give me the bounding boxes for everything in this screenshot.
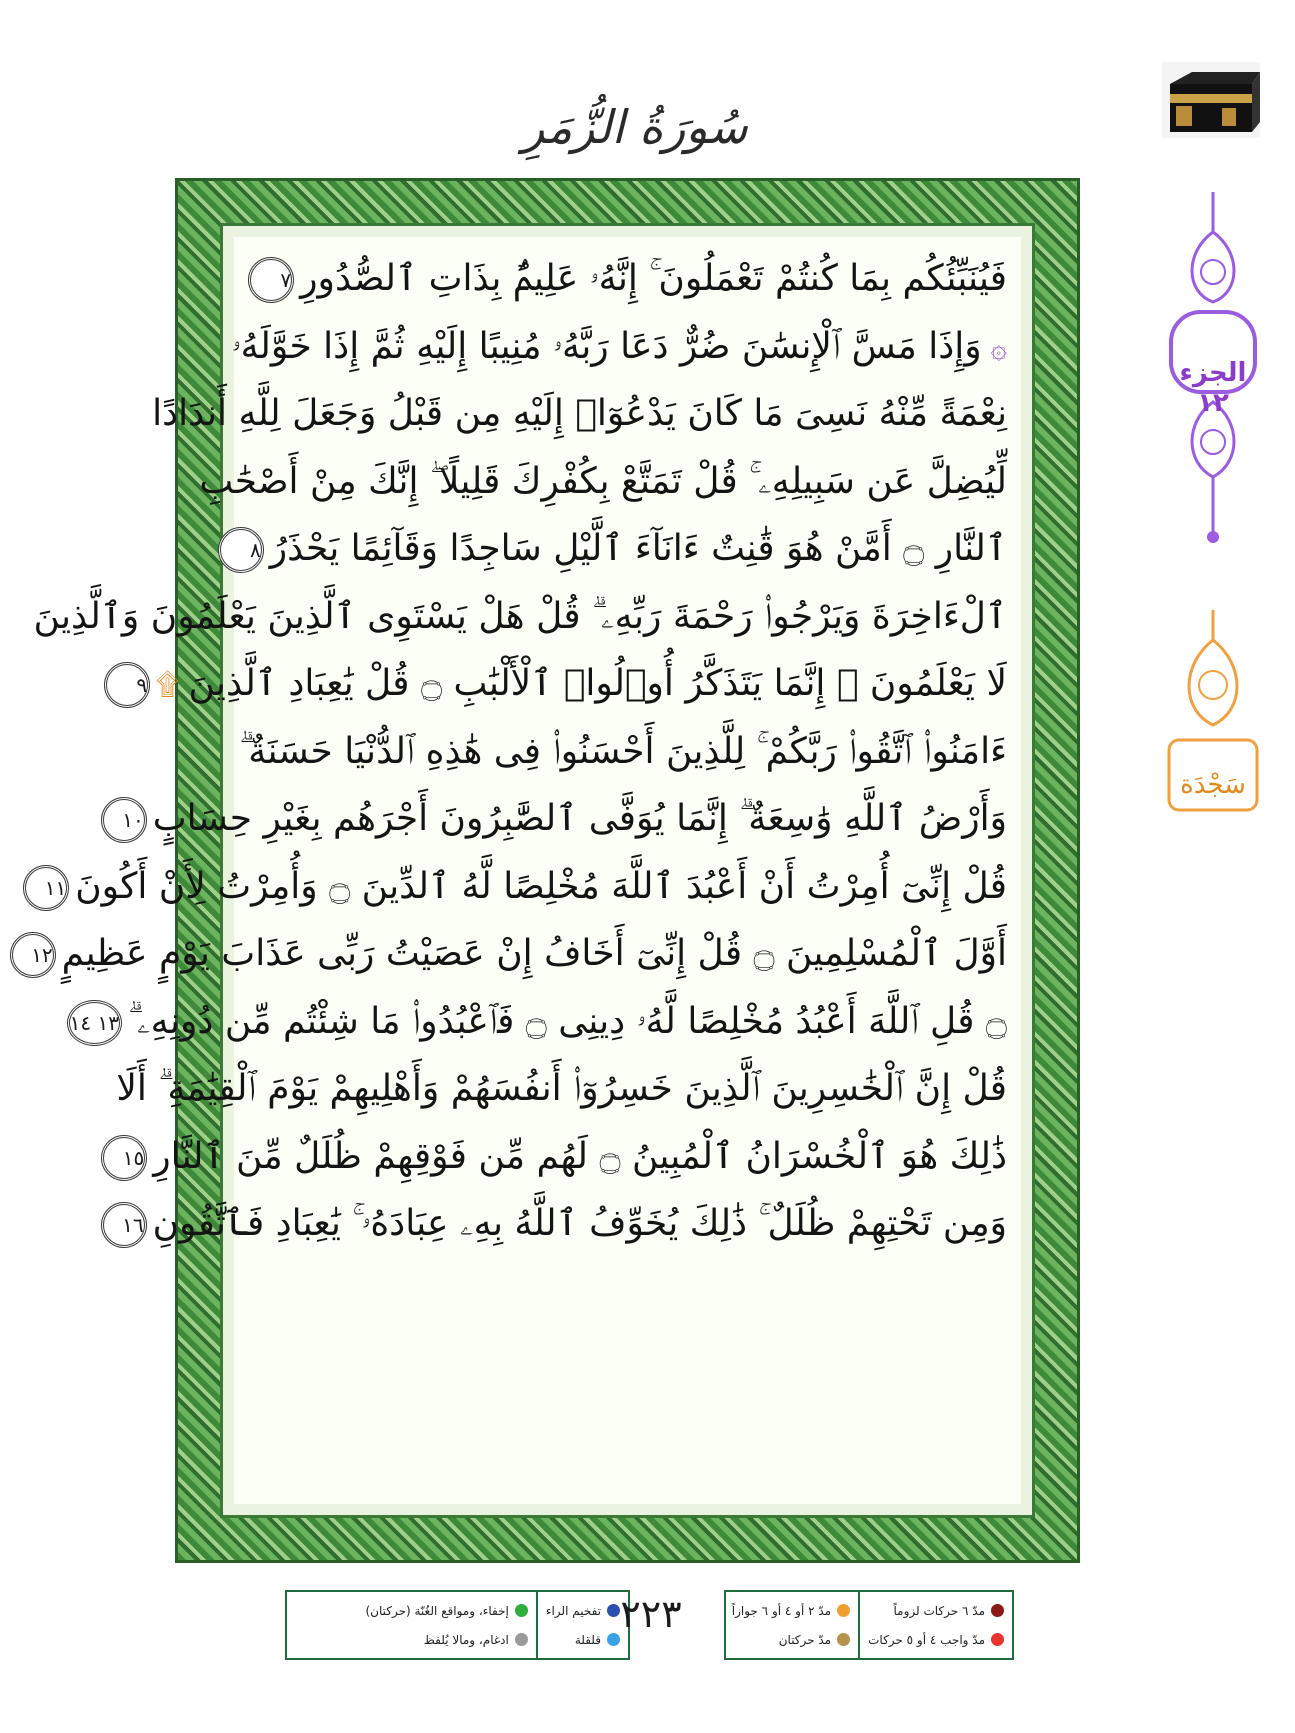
verse-text: وَأَرْضُ ٱللَّهِ وَٰسِعَةٌ ۗ إِنَّمَا يُوَفَّى ٱلصَّٰبِرُونَ أَجْرَهُم بِغَيْرِ حِسَابٍ: [152, 798, 1007, 839]
legend-dot-icon: [515, 1633, 528, 1646]
verse-line: [248, 515, 1007, 583]
verse-line: [122, 785, 1007, 853]
legend-item: [732, 1633, 850, 1647]
verse-text: ٱلنَّارِ ۝ أَمَّنْ هُوَ قَٰنِتٌ ءَانَآءَ ٱلَّيْلِ سَاجِدًا وَقَآئِمًا يَحْذَرُ: [269, 528, 1007, 569]
verse-text: ذَٰلِكَ هُوَ ٱلْخُسْرَانُ ٱلْمُبِينُ ۝ لَهُم مِّن فَوْقِهِمْ ظُلَلٌ مِّنَ ٱلنَّارِ: [153, 1135, 1007, 1177]
verse-line: [69, 988, 1007, 1056]
tajweed-legend-right: [724, 1590, 1014, 1660]
ayah-number: ١٠: [101, 797, 147, 843]
legend-label: مدّ ٦ حركات لزوماً: [893, 1603, 985, 1618]
legend-item: [868, 1633, 1004, 1647]
ayah-number: ١١: [23, 865, 69, 911]
legend-label: مدّ حركتان: [778, 1632, 832, 1647]
legend-label: إخفاء، ومواقع الغُنّة (حركتان): [365, 1603, 509, 1618]
legend-col: [724, 1592, 860, 1658]
legend-dot-icon: [991, 1633, 1004, 1646]
verse-line: [116, 1055, 1007, 1123]
legend-col: [357, 1592, 537, 1658]
verse-text: ءَامَنُوا۟ ٱتَّقُوا۟ رَبَّكُمْ ۚ لِلَّذِينَ أَحْسَنُوا۟ فِى هَٰذِهِ ٱلدُّنْيَا حَسَنَةٌ ۗ: [239, 730, 1007, 772]
verse-text: نِعْمَةً مِّنْهُ نَسِىَ مَا كَانَ يَدْعُوٓا۟ إِلَيْهِ مِن قَبْلُ وَجَعَلَ لِلَّهِ أَندَادًا: [152, 393, 1007, 434]
page-number: ٢٢٣: [620, 1592, 682, 1636]
verse-line: [248, 245, 1007, 313]
verse-text: وَمِن تَحْتِهِمْ ظُلَلٌ ۚ ذَٰلِكَ يُخَوِّفُ ٱللَّهُ بِهِۦ عِبَادَهُۥ ۚ يَٰعِبَادِ فَٱتَّقُونِ: [152, 1203, 1007, 1244]
hizb-marker-icon: ۞: [981, 330, 1007, 364]
quran-text-area: [31, 237, 1021, 1504]
verse-text: فَيُنَبِّئُكُم بِمَا كُنتُمْ تَعْمَلُونَ ۚ إِنَّهُۥ عَلِيمٌۢ بِذَاتِ ٱلصُّدُورِ: [300, 258, 1007, 299]
ayah-number: ١٢: [10, 932, 56, 978]
legend-dot-icon: [837, 1633, 850, 1646]
verse-line: [231, 313, 1007, 381]
legend-label: مدّ واجب ٤ أو ٥ حركات: [868, 1632, 985, 1647]
sajda-label: سَجْدَة: [1180, 770, 1246, 800]
page-frame: [31, 178, 1080, 1563]
legend-item: [732, 1604, 850, 1618]
legend-col: [860, 1592, 1012, 1658]
legend-dot-icon: [515, 1604, 528, 1617]
verse-line: [31, 920, 1007, 988]
verse-line: [136, 650, 1007, 718]
verse-text: لِّيُضِلَّ عَن سَبِيلِهِۦ ۚ قُلْ تَمَتَّعْ بِكُفْرِكَ قَلِيلًا ۖ إِنَّكَ مِنْ أَصْحَٰبِ: [199, 460, 1007, 502]
verse-text: قُلْ إِنَّ ٱلْخَٰسِرِينَ ٱلَّذِينَ خَسِرُوٓا۟ أَنفُسَهُمْ وَأَهْلِيهِمْ يَوْمَ ٱلْقِيَٰمَةِ ۗ أَلَا: [116, 1068, 1007, 1109]
verse-text: ۝ قُلِ ٱللَّهَ أَعْبُدُ مُخْلِصًا لَّهُۥ دِينِى ۝ فَٱعْبُدُوا۟ مَا شِئْتُم مِّن دُونِهِۦ ۗ: [127, 1000, 1007, 1042]
verse-text: ٱلْءَاخِرَةَ وَيَرْجُوا۟ رَحْمَةَ رَبِّهِۦ ۗ قُلْ هَلْ يَسْتَوِى ٱلَّذِينَ يَعْلَمُونَ وَٱلَّذِينَ: [33, 595, 1007, 637]
ayah-number: ٨: [218, 527, 264, 573]
kaaba-icon: [1162, 62, 1260, 138]
verse-text: لَا يَعْلَمُونَ ۗ إِنَّمَا يَتَذَكَّرُ أُو۟لُوا۟ ٱلْأَلْبَٰبِ ۝ قُلْ يَٰعِبَادِ ٱلَّذِينَ: [188, 663, 1007, 704]
legend-item: [365, 1604, 527, 1618]
verse-line: [199, 448, 1007, 516]
verse-line: [122, 1190, 1007, 1258]
ayah-number: ١٣ ١٤: [67, 1000, 122, 1046]
legend-label: قلقلة: [574, 1632, 601, 1647]
tajweed-legend-left: [285, 1590, 630, 1660]
legend-label: تفخيم الراء: [545, 1603, 601, 1618]
verse-text: أَوَّلَ ٱلْمُسْلِمِينَ ۝ قُلْ إِنِّىٓ أَخَافُ إِنْ عَصَيْتُ رَبِّى عَذَابَ يَوْمٍ عَظِيمٍ: [61, 933, 1007, 974]
verse-line: [152, 380, 1007, 448]
verse-line: [44, 853, 1007, 921]
verse-text: وَإِذَا مَسَّ ٱلْإِنسَٰنَ ضُرٌّ دَعَا رَبَّهُۥ مُنِيبًا إِلَيْهِ ثُمَّ إِذَا خَوَّلَهُۥ: [231, 325, 982, 367]
verse-lines: [31, 245, 1007, 1258]
legend-dot-icon: [837, 1604, 850, 1617]
legend-item: [868, 1604, 1004, 1618]
verse-text: قُلْ إِنِّىٓ أُمِرْتُ أَنْ أَعْبُدَ ٱللَّهَ مُخْلِصًا لَّهُ ٱلدِّينَ ۝ وَأُمِرْتُ لِأَنْ أَكُونَ: [75, 865, 1007, 907]
juz-label: الجزء ١٢: [1179, 358, 1247, 418]
legend-label: مدّ ٢ أو ٤ أو ٦ جوازاً: [731, 1603, 832, 1618]
ayah-number: ١٦: [101, 1202, 147, 1248]
legend-label: ادغام، ومالا يُلفظ: [423, 1632, 509, 1647]
verse-line: [33, 583, 1007, 651]
verse-line: [122, 1123, 1007, 1191]
surah-title: سُورَةُ الزُّمَرِ: [522, 100, 748, 154]
sajda-marker-icon: ۩: [156, 667, 189, 703]
verse-line: [239, 718, 1007, 786]
legend-item: [365, 1633, 527, 1647]
legend-dot-icon: [991, 1604, 1004, 1617]
ayah-number: ٧: [248, 257, 294, 303]
ayah-number: ١٥: [101, 1135, 147, 1181]
ayah-number: ٩: [104, 662, 150, 708]
